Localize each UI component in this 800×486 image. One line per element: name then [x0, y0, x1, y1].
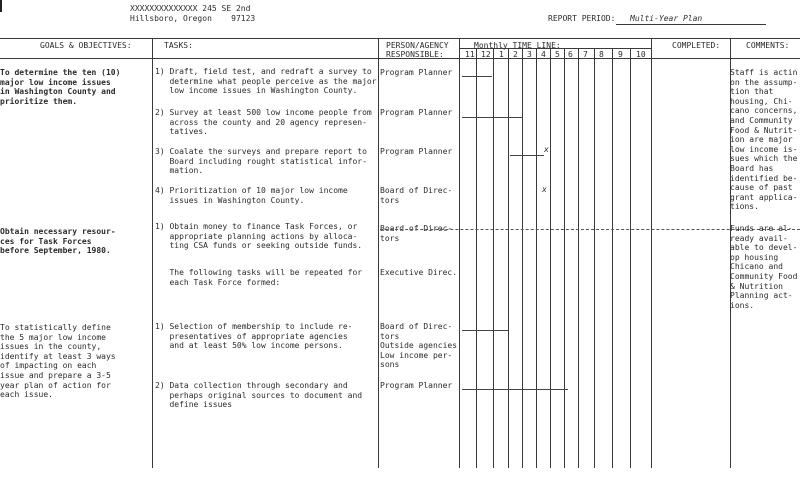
- month-label: 12: [481, 50, 491, 59]
- month-divider: [578, 48, 579, 468]
- city-line: Hillsboro, Oregon 97123: [130, 14, 256, 23]
- task-text: 1) Obtain money to finance Task Forces, or appropriate planning actions by alloca- ting CSA funds or seeking outside funds.: [155, 222, 363, 251]
- responsible-text: Program Planner: [380, 381, 453, 390]
- task-text: 3) Coalate the surveys and prepare report to Board including rought statistical infor- mation.: [155, 147, 367, 176]
- month-divider: [564, 48, 565, 468]
- comments-column-header: COMMENTS:: [746, 41, 790, 50]
- tasks-column-header: TASKS:: [164, 41, 193, 50]
- task-text: 4) Prioritization of 10 major low income issues in Washington County.: [155, 186, 348, 205]
- month-label: 9: [618, 50, 623, 59]
- month-divider: [476, 48, 477, 468]
- comment-text: Funds are al- ready avail- able to devel- op housing Chicano and Community Food & Nutrition Planning act- ions.: [730, 224, 798, 310]
- task-text: 2) Survey at least 500 low income people from across the county and 20 agency represen- tatives.: [155, 108, 372, 137]
- responsible-text: Board of Direc- tors: [380, 186, 453, 205]
- responsible-column-header: RESPONSIBLE:: [386, 50, 444, 59]
- month-label: 7: [583, 50, 588, 59]
- responsible-text: Program Planner: [380, 68, 453, 77]
- task-text: The following tasks will be repeated for each Task Force formed:: [169, 268, 363, 287]
- month-label: 2: [513, 50, 518, 59]
- timeline-bar: [510, 155, 544, 156]
- completed-column-header: COMPLETED:: [672, 41, 721, 50]
- month-divider: [508, 48, 509, 468]
- month-label: 1: [499, 50, 504, 59]
- month-divider: [493, 48, 494, 468]
- report-period-label: REPORT PERIOD:: [548, 14, 616, 23]
- responsible-text: Program Planner: [380, 108, 453, 117]
- task-text: 1) Draft, field test, and redraft a survey to determine what people perceive as the major low income issues in Washington County.: [155, 67, 377, 96]
- completed-column-divider: [651, 38, 652, 468]
- timeline-bar: [462, 117, 522, 118]
- responsible-text: Board of Direc- tors: [380, 224, 453, 243]
- month-divider: [594, 48, 595, 468]
- goal-text: To determine the ten (10) major low income issues in Washington County and prioritize them.: [0, 68, 121, 106]
- month-divider: [536, 48, 537, 468]
- month-label: 4: [541, 50, 546, 59]
- timeline-bar: [462, 76, 492, 77]
- month-divider: [522, 48, 523, 468]
- month-label: 6: [568, 50, 573, 59]
- month-label: 3: [527, 50, 532, 59]
- header-top-rule: [0, 38, 800, 39]
- month-label: 10: [636, 50, 646, 59]
- task-text: 2) Data collection through secondary and perhaps original sources to document and define issues: [155, 381, 363, 410]
- month-label: 8: [599, 50, 604, 59]
- responsible-text: Board of Direc- tors Outside agencies Low income per- sons: [380, 322, 458, 370]
- timeline-bar: [462, 389, 568, 390]
- goals-column-header: GOALS & OBJECTIVES:: [40, 41, 132, 50]
- timeline-mark: x: [544, 145, 549, 154]
- month-label: 5: [555, 50, 560, 59]
- task-text: 1) Selection of membership to include re- presentatives of appropriate agencies and at least 50% low income persons.: [155, 322, 353, 351]
- goal-text: To statistically define the 5 major low income issues in the county, identify at least 3 ways of impacting on each issue and prepare a 3-5 year plan of action for each issue.: [0, 323, 116, 400]
- responsible-text: Program Planner: [380, 147, 453, 156]
- report-period-value: Multi-Year Plan: [630, 14, 703, 23]
- month-divider: [630, 48, 631, 468]
- timeline-bar: [462, 330, 508, 331]
- timeline-header-rule: [459, 48, 651, 49]
- month-divider: [612, 48, 613, 468]
- page-corner-mark: [0, 0, 12, 12]
- month-label: 11: [465, 50, 475, 59]
- report-period-underline: [616, 24, 766, 25]
- timeline-mark: x: [542, 185, 547, 194]
- month-divider: [550, 48, 551, 468]
- tasks-column-divider: [152, 38, 153, 468]
- person-column-divider: [378, 38, 379, 468]
- timeline-column-header: Monthly TIME LINE:: [474, 41, 561, 50]
- goal-text: Obtain necessary resour- ces for Task Forces before September, 1980.: [0, 227, 116, 256]
- address-line: XXXXXXXXXXXXXX 245 SE 2nd: [130, 4, 251, 13]
- comment-text: Staff is actin on the assump- tion that housing, Chi- cano concerns, and Community Food & Nutrit- ion are major low income is- sues which the Board has identified be- cause of past grant applica- tions.: [730, 68, 798, 212]
- person-column-header: PERSON/AGENCY: [386, 41, 449, 50]
- responsible-text: Executive Direc.: [380, 268, 458, 277]
- timeline-column-divider: [459, 38, 460, 468]
